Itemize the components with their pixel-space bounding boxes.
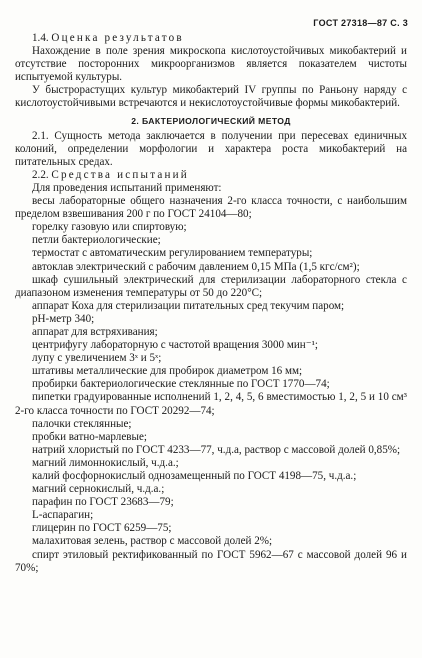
list-item: петли бактериологические; — [32, 234, 161, 247]
list-item: лупу с увеличением 3ˣ и 5ˣ; — [32, 352, 162, 365]
section-heading: 2. БАКТЕРИОЛОГИЧЕСКИЙ МЕТОД — [131, 115, 291, 126]
list-item: штативы металлические для пробирок диаметром 16 мм; — [32, 365, 303, 378]
list-item: спирт этиловый ректификованный по ГОСТ 5962—67 с массовой долей 96 и 70%; — [15, 548, 407, 574]
list-item: натрий хлористый по ГОСТ 4233—77, ч.д.а, раствор с массовой долей 0,85%; — [32, 443, 401, 456]
list-item: горелку газовую или спиртовую; — [32, 221, 187, 234]
subsection-title: Средства испытаний — [51, 168, 189, 181]
list-item: палочки стеклянные; — [32, 417, 132, 430]
equipment-list — [15, 195, 407, 575]
list-item: пробирки бактериологические стеклянные по ГОСТ 1770—74; — [32, 378, 330, 391]
list-item: L-аспарагин; — [32, 509, 94, 522]
list-item: термостат с автоматическим регулированием температуры; — [32, 247, 313, 260]
list-item: автоклав электрический с рабочим давлением 0,15 МПа (1,5 кгс/см²); — [32, 260, 360, 273]
list-item: аппарат для встряхивания; — [32, 325, 158, 338]
paragraph: Для проведения испытаний применяют: — [32, 181, 222, 194]
subsection-2-2-heading — [15, 169, 407, 182]
running-header: ГОСТ 27318—87 С. 3 — [313, 18, 408, 28]
subsection-title: Оценка результатов — [51, 32, 184, 44]
list-item: центрифугу лабораторную с частотой вращения 3000 мин⁻¹; — [32, 339, 318, 352]
list-item: парафин по ГОСТ 23683—79; — [32, 496, 174, 509]
paragraph: 2.1. Сущность метода заключается в получении при пересевах единичных колоний, определении морфологии и характера роста микобактерий на питательных средах. — [15, 129, 407, 168]
list-item: магний сернокислый, ч.д.а.; — [32, 483, 165, 496]
list-item: малахитовая зелень, раствор с массовой долей 2%; — [32, 535, 273, 548]
paragraph: Нахождение в поле зрения микроскопа кислотоустойчивых микобактерий и отсутствие посторонних микроорганизмов является показателем чистоты испытуемой культуры. — [15, 45, 407, 84]
list-item: калий фосфорнокислый однозамещенный по ГОСТ 4198—75, ч.д.а.; — [32, 470, 357, 482]
list-item: весы лабораторные общего назначения 2-го класса точности, с наибольшим пределом взвешивания 200 г по ГОСТ 24104—80; — [15, 195, 407, 221]
list-item: глицерин по ГОСТ 6259—75; — [32, 522, 172, 535]
list-item: магний лимоннокислый, ч.д.а.; — [32, 456, 179, 469]
list-item: шкаф сушильный электрический для стерилизации лабораторного стекла с диапазоном изменения температуры от 50 до 220°С; — [15, 273, 407, 299]
subsection-number: 1.4. — [32, 32, 49, 44]
list-item: аппарат Коха для стерилизации питательных сред текучим паром; — [32, 299, 345, 312]
list-item: пипетки градуированные исполнений 1, 2, 4, 5, 6 вместимостью 1, 2, 5 и 10 см³ 2-го класса точности по ГОСТ 20292—74; — [15, 391, 407, 417]
subsection-1-4-heading — [15, 32, 407, 45]
list-item: рН-метр 340; — [32, 312, 95, 325]
page-content — [15, 32, 407, 575]
subsection-number: 2.2. — [32, 168, 49, 181]
list-item: пробки ватно-марлевые; — [32, 430, 147, 443]
paragraph: У быстрорастущих культур микобактерий IV группы по Раньону наряду с кислотоустойчивыми встречаются и некислотоустойчивые формы микобактерий. — [15, 84, 407, 110]
